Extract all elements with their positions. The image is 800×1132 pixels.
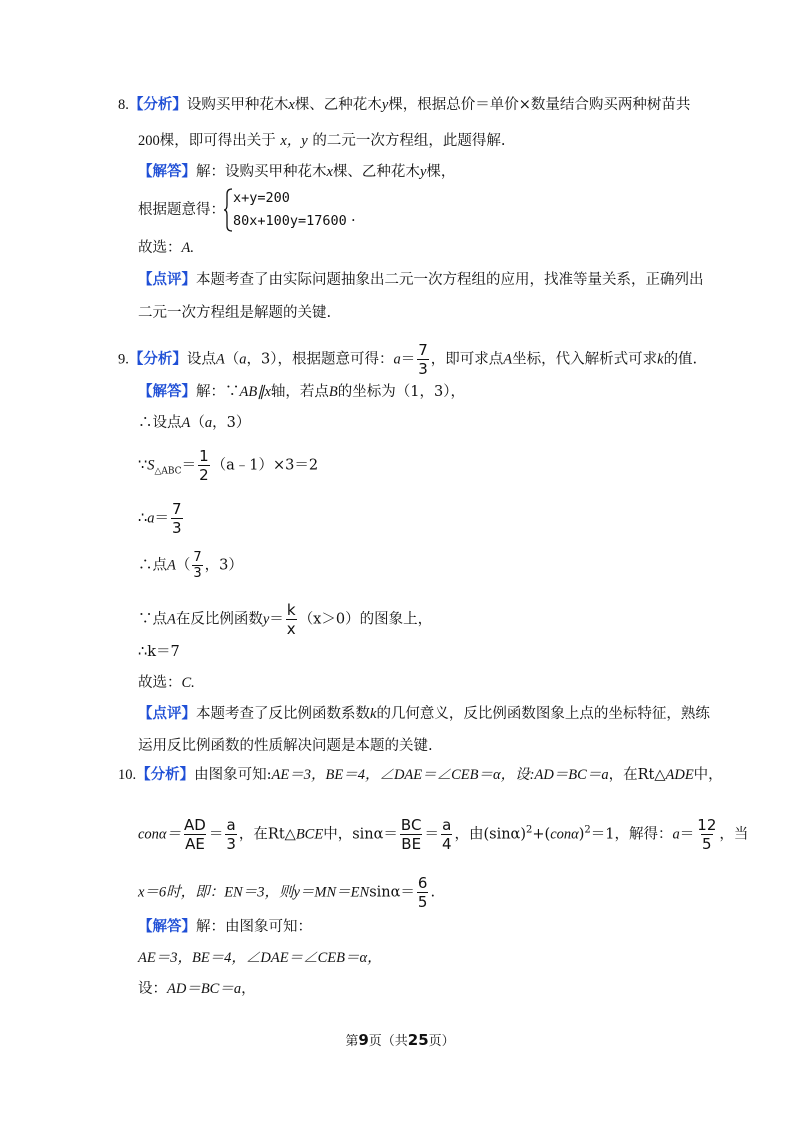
denominator: 5 <box>702 835 712 853</box>
q8-text: 棵，即可得出关于 <box>159 133 276 149</box>
q10-text: ，由(sinα) <box>454 826 527 843</box>
footer-text: 页） <box>428 1034 455 1049</box>
denominator: AE <box>185 835 205 853</box>
q9-comment-line2: 运用反比例函数的性质解决问题是本题的关键. <box>138 738 433 754</box>
q8-analysis-line2 <box>138 131 505 151</box>
q10-text: 中， <box>693 767 723 783</box>
q9-text: （ <box>175 557 191 574</box>
q8-choice: A. <box>181 240 194 256</box>
denominator: 3 <box>193 566 202 581</box>
q10-answer-tag: 【解答】 <box>138 919 196 935</box>
denominator: 4 <box>441 835 452 853</box>
q10-text: . <box>430 884 436 901</box>
q8-comment-line2: 二元一次方程组是解题的关键. <box>138 305 332 321</box>
var-a: a <box>147 510 155 527</box>
q9-text: 设点 <box>186 351 216 368</box>
q10-text: EN＝3，则 <box>224 884 294 901</box>
q8-eq-period: . <box>351 209 356 225</box>
q8-equation-1: x+y=200 <box>233 190 290 206</box>
q10-text: AD＝BC＝a <box>167 981 242 997</box>
var-A: A <box>215 351 225 368</box>
var-a: a <box>672 826 680 843</box>
q9-text: （ <box>224 351 240 368</box>
q10-text: AE＝3，BE＝4，∠DAE＝∠CEB＝α，设: <box>271 767 535 783</box>
fraction-7-3 <box>171 500 183 537</box>
q9-function-line <box>138 601 432 638</box>
q8-setup: 根据题意得： <box>138 202 225 218</box>
q10-text: y＝MN＝EN <box>293 884 370 901</box>
var-A: A <box>167 611 176 628</box>
numerator: AD <box>184 816 206 834</box>
var-S: S <box>147 457 155 474</box>
fraction-a-3 <box>225 816 237 853</box>
numerator: 7 <box>193 550 202 565</box>
fraction-12-5 <box>696 816 717 853</box>
q10-text: AD＝BC＝a <box>534 767 609 783</box>
q10-analysis-tag: 【分析】 <box>136 767 195 783</box>
q9-comment-tag: 【点评】 <box>138 706 196 722</box>
q9-point-a <box>138 550 243 581</box>
var-x: x <box>326 164 333 180</box>
brace-icon <box>223 188 233 232</box>
q9-comment-line1 <box>138 704 710 724</box>
q9-k-value: ∴k＝7 <box>138 644 180 660</box>
q8-comment-line1 <box>138 270 704 290</box>
parallel-symbol: ∥ <box>257 384 265 400</box>
equals: ＝ <box>400 351 416 368</box>
denominator: 3 <box>171 519 182 537</box>
q10-text: 中，sinα＝ <box>323 826 398 843</box>
q9-answer-line <box>138 382 465 402</box>
q10-text: +( <box>532 826 551 843</box>
q10-number: 10. <box>118 767 137 783</box>
q9-text: ∵ <box>138 457 148 474</box>
q9-text: 解：∵ <box>196 384 240 400</box>
q8-text: 故选： <box>138 240 182 256</box>
q10-analysis-line2 <box>138 816 748 853</box>
var-k: k <box>370 706 377 722</box>
q8-text: 棵、乙种花木 <box>332 164 420 180</box>
q10-text: 设： <box>138 981 167 997</box>
current-page-number: 9 <box>358 1031 369 1049</box>
q10-answer-values <box>138 948 382 968</box>
page-footer <box>0 1030 800 1049</box>
equals: ＝ <box>208 826 224 843</box>
q8-analysis-tag: 【分析】 <box>128 97 187 113</box>
numerator: a <box>442 816 452 834</box>
q10-cona: conα＝ <box>138 826 182 843</box>
var-A: A <box>503 351 513 368</box>
q10-answer-let <box>138 979 256 999</box>
numerator: BC <box>400 816 422 834</box>
q9-text: （a﹣1）×3＝2 <box>211 457 319 474</box>
q10-text: ，在Rt△ <box>238 826 296 843</box>
var-y: y <box>381 97 389 113</box>
q9-text: ∴点 <box>138 557 167 574</box>
numerator: 7 <box>171 500 182 518</box>
numerator: 7 <box>418 341 428 359</box>
q9-text: ，3），根据题意可得： <box>246 351 394 368</box>
equals: ＝ <box>424 826 439 843</box>
q10-text: ，当 <box>719 826 749 843</box>
var-a: a <box>239 351 247 368</box>
var-A: A <box>167 557 176 574</box>
numerator: 12 <box>697 816 717 834</box>
q9-text: 的坐标为（1，3）， <box>337 384 465 400</box>
denominator: 3 <box>418 360 428 378</box>
subscript-abc: △ABC <box>154 466 182 477</box>
q9-text: 本题考查了反比例函数系数 <box>196 706 370 722</box>
equals: ＝ <box>269 611 284 628</box>
fraction-a-4 <box>441 816 453 853</box>
denominator: 3 <box>226 835 236 853</box>
equals: ＝ <box>679 826 695 843</box>
superscript-2: 2 <box>526 824 533 836</box>
q10-text: AE＝3，BE＝4，∠DAE＝∠CEB＝α， <box>138 950 382 966</box>
fraction-ad-ae <box>183 816 207 853</box>
q9-text: 在反比例函数 <box>175 611 263 628</box>
q9-text: ∴ <box>138 510 148 527</box>
q8-analysis-line1 <box>118 95 690 115</box>
q9-choice-line <box>138 673 195 693</box>
q8-text: 的二元一次方程组，此题得解. <box>312 133 506 149</box>
fraction-6-5 <box>417 874 429 911</box>
q9-text: ∵点 <box>138 611 167 628</box>
q10-text: 解：由图象可知： <box>196 919 312 935</box>
fraction-k-x <box>286 601 297 638</box>
equals: ＝ <box>181 457 197 474</box>
q8-text: 棵、乙种花木 <box>294 97 382 113</box>
var-y: y <box>419 164 427 180</box>
q9-text: ，即可求点 <box>430 351 504 368</box>
q10-text: ， <box>241 981 256 997</box>
q9-text: 的几何意义，反比例函数图象上点的坐标特征，熟练 <box>376 706 710 722</box>
var-y: y <box>262 611 270 628</box>
q9-text: 的值. <box>663 351 698 368</box>
q8-text: 200 <box>138 133 160 149</box>
q8-text: 解：设购买甲种花木 <box>196 164 327 180</box>
fraction-bc-be <box>400 816 423 853</box>
q10-analysis-line1 <box>118 765 723 785</box>
denominator: x <box>286 620 296 638</box>
fraction-1-2 <box>198 447 210 484</box>
q9-number: 9. <box>118 351 129 368</box>
var-A: A <box>181 415 191 431</box>
q8-text: 本题考查了由实际问题抽象出二元一次方程组的应用，找准等量关系，正确列出 <box>196 272 704 288</box>
numerator: 1 <box>199 447 209 465</box>
q10-text: sinα＝ <box>369 884 415 901</box>
q9-text: 故选： <box>138 675 182 691</box>
fraction-7-3 <box>192 550 202 581</box>
q10-text: ，在Rt△ <box>608 767 666 783</box>
q8-text: 设购买甲种花木 <box>186 97 289 113</box>
q10-text: x＝6时，即： <box>138 884 225 901</box>
footer-text: 第 <box>345 1034 359 1049</box>
var-a: a <box>204 415 213 431</box>
var-bce: BCE <box>295 826 324 843</box>
denominator: 2 <box>199 466 209 484</box>
var-AB: AB <box>239 384 258 400</box>
q8-text: 棵，根据总价＝单价×数量结合购买两种树苗共 <box>388 97 691 113</box>
var-k: k <box>657 351 664 368</box>
q8-equation-2: 80x+100y=17600 <box>233 213 347 229</box>
q10-analysis-line3 <box>138 874 435 911</box>
var-ade: ADE <box>665 767 694 783</box>
denominator: 5 <box>417 893 428 911</box>
q9-text: （ <box>190 415 205 431</box>
numerator: 6 <box>417 874 428 892</box>
numerator: a <box>226 816 236 834</box>
q10-text: ) <box>578 826 585 843</box>
numerator: k <box>286 601 296 619</box>
fraction-7-3 <box>417 341 429 378</box>
q9-text: （x＞0）的图象上， <box>298 611 433 628</box>
q8-text: 棵， <box>426 164 456 180</box>
q10-cona: conα <box>550 826 579 843</box>
q9-text: 坐标，代入解析式可求 <box>512 351 658 368</box>
q9-analysis-line <box>118 341 697 378</box>
q9-area-line <box>138 447 318 484</box>
q9-text: 轴，若点 <box>270 384 329 400</box>
var-a: a <box>393 351 401 368</box>
q8-comment-tag: 【点评】 <box>138 272 196 288</box>
q9-choice: C. <box>181 675 195 691</box>
q9-a-value <box>138 500 185 537</box>
denominator: BE <box>401 835 422 853</box>
q9-text: ∴设点 <box>138 415 182 431</box>
q8-answer-line <box>138 162 455 182</box>
var-x: x <box>288 97 295 113</box>
q9-analysis-tag: 【分析】 <box>128 351 187 368</box>
q10-text: ＝1，解得： <box>590 826 673 843</box>
var-B: B <box>328 384 338 400</box>
q8-choice-line <box>138 238 194 258</box>
superscript-2: 2 <box>584 824 591 836</box>
q8-number: 8. <box>118 97 129 113</box>
q9-set-point: ∴设点A（a，3） <box>138 415 251 431</box>
footer-text: 页（共 <box>368 1034 408 1049</box>
q10-text: 由图象可知: <box>194 767 272 783</box>
q9-answer-tag: 【解答】 <box>138 384 196 400</box>
var-xy: x，y <box>280 133 308 149</box>
var-x: x <box>264 384 271 400</box>
q9-text: ，3） <box>204 557 243 574</box>
q8-answer-tag: 【解答】 <box>138 164 196 180</box>
equals: ＝ <box>154 510 169 527</box>
total-page-count: 25 <box>407 1031 429 1049</box>
q10-answer-line <box>138 917 312 937</box>
